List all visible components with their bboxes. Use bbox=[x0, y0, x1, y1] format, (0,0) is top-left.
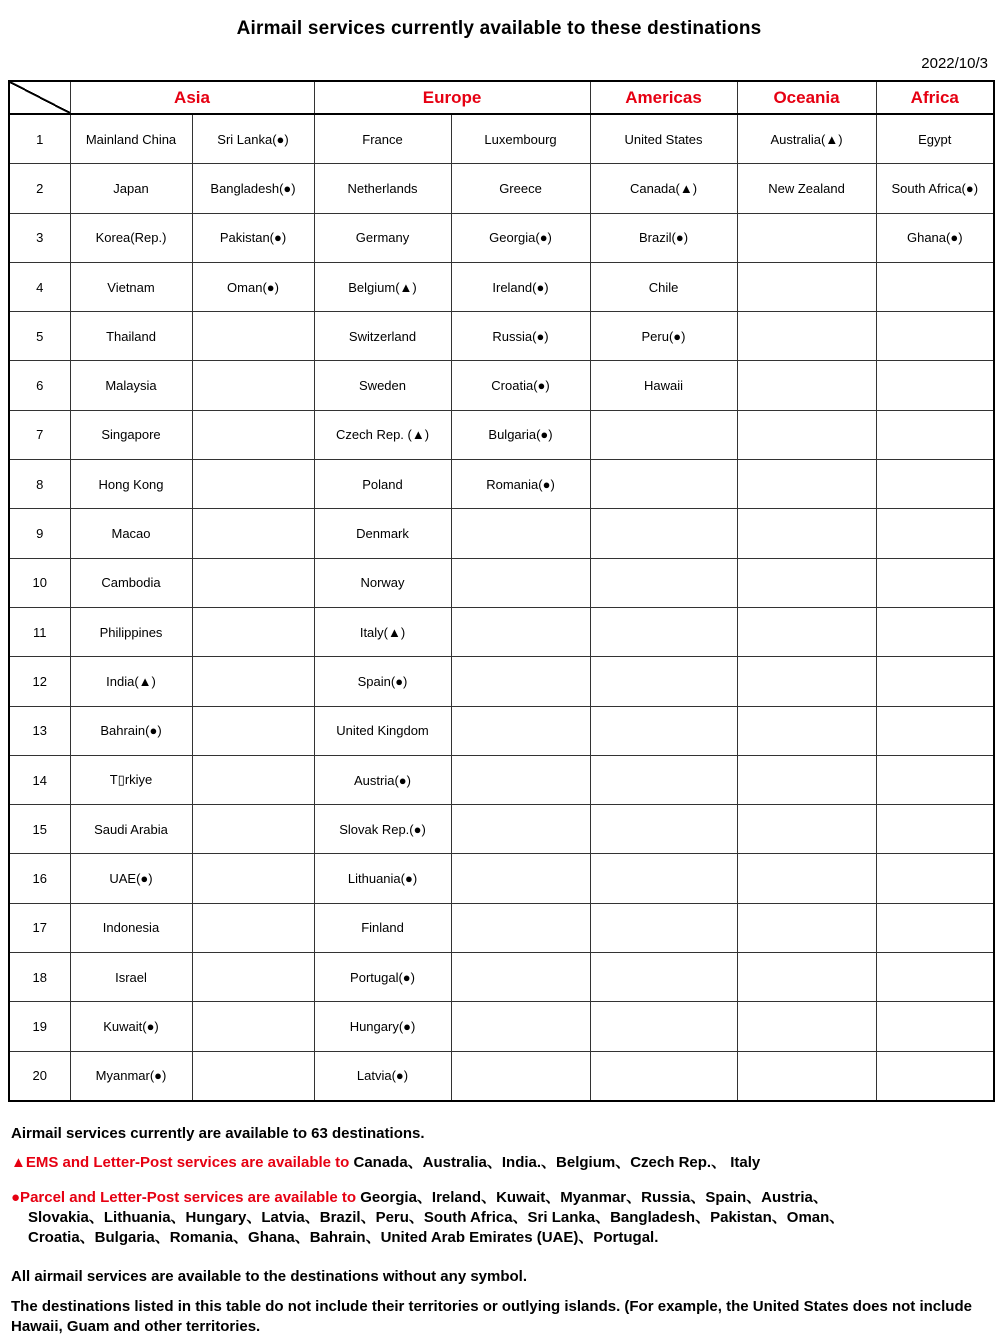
europe-cell bbox=[451, 1002, 590, 1051]
asia-cell bbox=[192, 361, 314, 410]
table-row bbox=[9, 164, 994, 213]
americas-cell bbox=[590, 607, 737, 656]
americas-cell bbox=[590, 1051, 737, 1101]
europe-cell: Bulgaria(●) bbox=[451, 410, 590, 459]
americas-cell: Peru(●) bbox=[590, 312, 737, 361]
africa-cell bbox=[876, 312, 994, 361]
asia-cell: India(▲) bbox=[70, 657, 192, 706]
asia-cell bbox=[192, 903, 314, 952]
americas-cell bbox=[590, 558, 737, 607]
oceania-cell bbox=[737, 953, 876, 1002]
asia-cell: Bangladesh(●) bbox=[192, 164, 314, 213]
asia-cell: Singapore bbox=[70, 410, 192, 459]
europe-cell bbox=[451, 607, 590, 656]
asia-cell: Malaysia bbox=[70, 361, 192, 410]
europe-cell: Latvia(●) bbox=[314, 1051, 451, 1101]
oceania-cell bbox=[737, 213, 876, 262]
row-number: 7 bbox=[9, 410, 70, 459]
row-number: 8 bbox=[9, 460, 70, 509]
table-row bbox=[9, 262, 994, 311]
europe-cell: Russia(●) bbox=[451, 312, 590, 361]
europe-cell: Croatia(●) bbox=[451, 361, 590, 410]
asia-cell bbox=[192, 558, 314, 607]
table-row bbox=[9, 903, 994, 952]
row-number: 16 bbox=[9, 854, 70, 903]
europe-cell: Lithuania(●) bbox=[314, 854, 451, 903]
table-row bbox=[9, 213, 994, 262]
note-parcel bbox=[11, 1188, 844, 1248]
asia-cell bbox=[192, 854, 314, 903]
table-row bbox=[9, 410, 994, 459]
asia-cell bbox=[192, 706, 314, 755]
africa-cell bbox=[876, 755, 994, 804]
asia-cell: Oman(●) bbox=[192, 262, 314, 311]
row-number: 6 bbox=[9, 361, 70, 410]
table-row bbox=[9, 854, 994, 903]
note-total: Airmail services currently are available to 63 destinations. bbox=[11, 1125, 425, 1142]
region-header-africa: Africa bbox=[876, 81, 994, 114]
asia-cell bbox=[192, 410, 314, 459]
table-row bbox=[9, 953, 994, 1002]
region-header-oceania: Oceania bbox=[737, 81, 876, 114]
europe-cell: France bbox=[314, 114, 451, 164]
europe-cell: Slovak Rep.(●) bbox=[314, 805, 451, 854]
asia-cell: Japan bbox=[70, 164, 192, 213]
table-row bbox=[9, 706, 994, 755]
asia-cell: Cambodia bbox=[70, 558, 192, 607]
americas-cell: Hawaii bbox=[590, 361, 737, 410]
asia-cell: Vietnam bbox=[70, 262, 192, 311]
oceania-cell bbox=[737, 410, 876, 459]
africa-cell bbox=[876, 657, 994, 706]
oceania-cell bbox=[737, 312, 876, 361]
asia-cell bbox=[192, 509, 314, 558]
africa-cell bbox=[876, 854, 994, 903]
africa-cell bbox=[876, 805, 994, 854]
europe-cell bbox=[451, 805, 590, 854]
oceania-cell bbox=[737, 1051, 876, 1101]
destinations-table bbox=[8, 80, 995, 1102]
asia-cell: UAE(●) bbox=[70, 854, 192, 903]
americas-cell: Canada(▲) bbox=[590, 164, 737, 213]
europe-cell: Belgium(▲) bbox=[314, 262, 451, 311]
asia-cell bbox=[192, 805, 314, 854]
asia-cell bbox=[192, 657, 314, 706]
americas-cell bbox=[590, 1002, 737, 1051]
africa-cell: Ghana(●) bbox=[876, 213, 994, 262]
asia-cell: Pakistan(●) bbox=[192, 213, 314, 262]
row-number: 3 bbox=[9, 213, 70, 262]
note-parcel-list-2: Slovakia、Lithuania、Hungary、Latvia、Brazil、Peru、South Africa、Sri Lanka、Bangladesh、Pakistan、Oman、 bbox=[28, 1209, 845, 1226]
americas-cell: United States bbox=[590, 114, 737, 164]
europe-cell: Luxembourg bbox=[451, 114, 590, 164]
africa-cell bbox=[876, 706, 994, 755]
note-parcel-list: Georgia、Ireland、Kuwait、Myanmar、Russia、Spain、Austria、 bbox=[360, 1189, 828, 1206]
asia-cell: Korea(Rep.) bbox=[70, 213, 192, 262]
row-number: 17 bbox=[9, 903, 70, 952]
row-number: 19 bbox=[9, 1002, 70, 1051]
row-number: 11 bbox=[9, 607, 70, 656]
row-number: 10 bbox=[9, 558, 70, 607]
row-number: 9 bbox=[9, 509, 70, 558]
asia-cell: Macao bbox=[70, 509, 192, 558]
europe-cell: Germany bbox=[314, 213, 451, 262]
europe-cell: Norway bbox=[314, 558, 451, 607]
europe-cell: Denmark bbox=[314, 509, 451, 558]
asia-cell: Israel bbox=[70, 953, 192, 1002]
europe-cell: Spain(●) bbox=[314, 657, 451, 706]
region-header-americas: Americas bbox=[590, 81, 737, 114]
document-date: 2022/10/3 bbox=[921, 55, 988, 72]
africa-cell bbox=[876, 361, 994, 410]
africa-cell bbox=[876, 1002, 994, 1051]
europe-cell bbox=[451, 854, 590, 903]
europe-cell: Netherlands bbox=[314, 164, 451, 213]
row-number: 13 bbox=[9, 706, 70, 755]
row-number: 20 bbox=[9, 1051, 70, 1101]
europe-cell: Czech Rep. (▲) bbox=[314, 410, 451, 459]
note-ems-list: Canada、Australia、India.、Belgium、Czech Rep.、 Italy bbox=[353, 1154, 761, 1171]
europe-cell: United Kingdom bbox=[314, 706, 451, 755]
table-row bbox=[9, 657, 994, 706]
europe-cell: Austria(●) bbox=[314, 755, 451, 804]
region-header-asia: Asia bbox=[70, 81, 314, 114]
oceania-cell: New Zealand bbox=[737, 164, 876, 213]
oceania-cell bbox=[737, 509, 876, 558]
africa-cell bbox=[876, 509, 994, 558]
table-row bbox=[9, 114, 994, 164]
americas-cell bbox=[590, 953, 737, 1002]
europe-cell bbox=[451, 706, 590, 755]
asia-cell bbox=[192, 607, 314, 656]
table-row bbox=[9, 607, 994, 656]
asia-cell bbox=[192, 460, 314, 509]
oceania-cell bbox=[737, 903, 876, 952]
africa-cell bbox=[876, 558, 994, 607]
table-row bbox=[9, 312, 994, 361]
table-row bbox=[9, 509, 994, 558]
note-parcel-list-3: Croatia、Bulgaria、Romania、Ghana、Bahrain、United Arab Emirates (UAE)、Portugal. bbox=[28, 1229, 659, 1246]
note-ems-label: ▲EMS and Letter-Post services are available to bbox=[11, 1154, 350, 1171]
asia-cell: Philippines bbox=[70, 607, 192, 656]
note-ems bbox=[11, 1153, 760, 1173]
oceania-cell bbox=[737, 854, 876, 903]
oceania-cell bbox=[737, 805, 876, 854]
region-header-europe: Europe bbox=[314, 81, 590, 114]
oceania-cell bbox=[737, 1002, 876, 1051]
europe-cell bbox=[451, 558, 590, 607]
asia-cell bbox=[192, 755, 314, 804]
oceania-cell bbox=[737, 657, 876, 706]
asia-cell bbox=[192, 1051, 314, 1101]
africa-cell: Egypt bbox=[876, 114, 994, 164]
asia-cell: Thailand bbox=[70, 312, 192, 361]
page-title: Airmail services currently available to these destinations bbox=[236, 18, 762, 39]
africa-cell bbox=[876, 460, 994, 509]
table-row bbox=[9, 805, 994, 854]
americas-cell: Brazil(●) bbox=[590, 213, 737, 262]
row-number: 15 bbox=[9, 805, 70, 854]
africa-cell bbox=[876, 903, 994, 952]
europe-cell: Hungary(●) bbox=[314, 1002, 451, 1051]
asia-cell: Myanmar(●) bbox=[70, 1051, 192, 1101]
oceania-cell bbox=[737, 262, 876, 311]
row-number: 12 bbox=[9, 657, 70, 706]
asia-cell bbox=[192, 953, 314, 1002]
row-number: 4 bbox=[9, 262, 70, 311]
americas-cell bbox=[590, 854, 737, 903]
europe-cell: Sweden bbox=[314, 361, 451, 410]
americas-cell bbox=[590, 410, 737, 459]
americas-cell bbox=[590, 805, 737, 854]
africa-cell: South Africa(●) bbox=[876, 164, 994, 213]
oceania-cell: Australia(▲) bbox=[737, 114, 876, 164]
europe-cell: Greece bbox=[451, 164, 590, 213]
corner-cell bbox=[9, 81, 70, 114]
row-number: 14 bbox=[9, 755, 70, 804]
africa-cell bbox=[876, 262, 994, 311]
oceania-cell bbox=[737, 607, 876, 656]
note-no-symbol: All airmail services are available to the destinations without any symbol. bbox=[11, 1268, 528, 1285]
oceania-cell bbox=[737, 361, 876, 410]
europe-cell bbox=[451, 953, 590, 1002]
asia-cell: Kuwait(●) bbox=[70, 1002, 192, 1051]
americas-cell bbox=[590, 903, 737, 952]
oceania-cell bbox=[737, 558, 876, 607]
oceania-cell bbox=[737, 755, 876, 804]
americas-cell: Chile bbox=[590, 262, 737, 311]
table-row bbox=[9, 1002, 994, 1051]
row-number: 18 bbox=[9, 953, 70, 1002]
europe-cell bbox=[451, 657, 590, 706]
europe-cell bbox=[451, 1051, 590, 1101]
africa-cell bbox=[876, 410, 994, 459]
table-row bbox=[9, 460, 994, 509]
europe-cell bbox=[451, 755, 590, 804]
europe-cell bbox=[451, 903, 590, 952]
table-row bbox=[9, 558, 994, 607]
row-number: 1 bbox=[9, 114, 70, 164]
africa-cell bbox=[876, 1051, 994, 1101]
europe-cell: Georgia(●) bbox=[451, 213, 590, 262]
americas-cell bbox=[590, 460, 737, 509]
americas-cell bbox=[590, 657, 737, 706]
note-parcel-label: ●Parcel and Letter-Post services are available to bbox=[11, 1189, 357, 1206]
table-row bbox=[9, 1051, 994, 1101]
asia-cell: T▯rkiye bbox=[70, 755, 192, 804]
europe-cell: Switzerland bbox=[314, 312, 451, 361]
americas-cell bbox=[590, 755, 737, 804]
asia-cell: Sri Lanka(●) bbox=[192, 114, 314, 164]
americas-cell bbox=[590, 706, 737, 755]
americas-cell bbox=[590, 509, 737, 558]
asia-cell: Indonesia bbox=[70, 903, 192, 952]
africa-cell bbox=[876, 607, 994, 656]
europe-cell: Poland bbox=[314, 460, 451, 509]
table-row bbox=[9, 755, 994, 804]
europe-cell: Romania(●) bbox=[451, 460, 590, 509]
asia-cell: Mainland China bbox=[70, 114, 192, 164]
table-row bbox=[9, 361, 994, 410]
asia-cell: Saudi Arabia bbox=[70, 805, 192, 854]
asia-cell: Hong Kong bbox=[70, 460, 192, 509]
africa-cell bbox=[876, 953, 994, 1002]
note-territories: The destinations listed in this table do not include their territories or outlying islands. (For example, the United States does not include Hawaii, Guam and other territories. bbox=[11, 1298, 972, 1335]
europe-cell: Finland bbox=[314, 903, 451, 952]
europe-cell bbox=[451, 509, 590, 558]
region-header-row bbox=[9, 81, 994, 114]
asia-cell bbox=[192, 312, 314, 361]
oceania-cell bbox=[737, 460, 876, 509]
oceania-cell bbox=[737, 706, 876, 755]
asia-cell bbox=[192, 1002, 314, 1051]
asia-cell: Bahrain(●) bbox=[70, 706, 192, 755]
europe-cell: Ireland(●) bbox=[451, 262, 590, 311]
row-number: 5 bbox=[9, 312, 70, 361]
row-number: 2 bbox=[9, 164, 70, 213]
europe-cell: Portugal(●) bbox=[314, 953, 451, 1002]
europe-cell: Italy(▲) bbox=[314, 607, 451, 656]
